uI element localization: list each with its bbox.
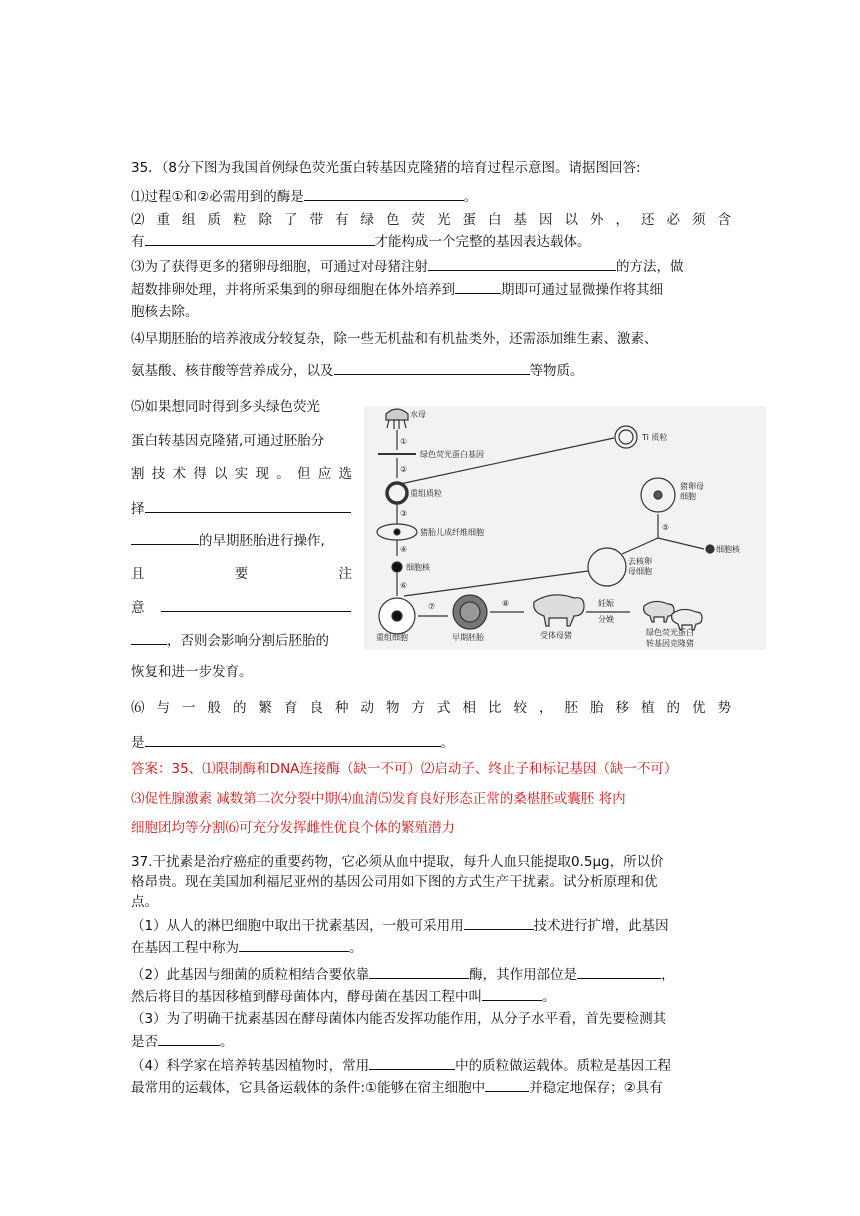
answer-blank[interactable] [145,231,375,246]
cloning-process-diagram [364,406,766,650]
label-nucleus: 细胞核 [406,563,430,572]
jellyfish-icon [386,409,408,420]
label-oocyte-2: 细胞 [680,492,696,501]
label-gfp-gene: 绿色荧光蛋白基因 [420,450,484,459]
q37-part4-line1: （4）科学家在培养转基因植物时，常用 中的质粒做运载体。质粒是基因工程 [131,1055,671,1076]
q35-part3-line1: ⑶为了获得更多的猪卵母细胞，可通过对母猪注射 的方法，做 [131,256,684,277]
step-6-label: ⑥ [400,581,408,590]
label-recombinant-plasmid: 重组质粒 [410,489,442,498]
q35-part1: ⑴过程①和②必需用到的酶是 。 [131,186,477,207]
q35-part5-line3: 割 技 术 得 以 实 现 。 但 应 选 [131,466,352,482]
q35-part4-line2: 氨基酸、核苷酸等营养成分，以及 等物质。 [131,360,584,381]
answer-blank[interactable] [369,964,469,979]
answer-blank[interactable] [304,186,464,201]
q35-part4-line1: ⑷早期胚胎的培养液成分较复杂，除一些无机盐和有机盐类外，还需添加维生素、激素、 [131,331,658,347]
q35-title: 35．（8分下图为我国首例绿色荧光蛋白转基因克隆猪的培育过程示意图。请据图回答: [131,160,641,176]
recombinant-plasmid-icon [387,483,407,503]
q37-intro-line1: 37.干扰素是治疗癌症的重要药物，它必须从血中提取，每升人血只能提取0.5μg，所以价 [131,854,664,870]
surrogate-pig-icon [534,595,584,626]
q35-part5-line7: 意 [131,597,351,618]
q35-part3-line2: 超数排卵处理，并将所采集到的卵母细胞在体外培养到 期即可通过显微操作将其细 [131,279,663,300]
nucleus-icon [392,562,402,572]
label-pregnancy: 妊娠 [598,599,614,608]
step-2-label: ② [400,465,408,474]
label-birth: 分娩 [598,615,614,624]
label-ti-plasmid: Ti 质粒 [642,433,668,442]
label-result-2: 转基因克隆猪 [646,639,694,648]
q37-part4-line2: 最常用的运载体，它具备运载体的条件:①能够在宿主细胞中 并稳定地保存；②具有 [131,1077,663,1098]
answer-blank[interactable] [428,256,616,271]
q37-part2-line2: 然后将目的基因移植到酵母菌体内，酵母菌在基因工程中叫 。 [131,986,556,1007]
answer-blank[interactable] [334,360,530,375]
q35-part3-line3: 胞核去除。 [131,304,199,320]
answer-line-2: ⑶促性腺激素 减数第二次分裂中期⑷血清⑸发育良好形态正常的桑椹胚或囊胚 将内 [131,791,626,807]
cloned-pig-icon [644,601,674,622]
label-jellyfish: 水母 [410,410,426,419]
q37-part1-line2: 在基因工程中称为 。 [131,937,363,958]
q37-intro-line3: 点。 [131,894,158,910]
answer-blank[interactable] [464,915,534,930]
step-1-label: ① [400,437,408,446]
q37-part3-line2: 是否 。 [131,1031,234,1052]
answer-line-3: 细胞团均等分割⑹可充分发挥雌性优良个体的繁殖潜力 [131,820,455,836]
answer-blank[interactable] [158,1031,220,1046]
q35-part5-line5: 的早期胚胎进行操作, [131,530,325,551]
q37-part3-line1: （3）为了明确干扰素基因在酵母菌体内能否发挥功能作用，从分子水平看，首先要检测其 [131,1011,667,1027]
label-enucleated-2: 母细胞 [628,567,652,576]
step-5-label: ⑤ [662,523,670,532]
label-cell-nucleus: 细胞核 [716,545,740,554]
q37-part1-line1: （1）从人的淋巴细胞中取出干扰素基因，一般可采用用 技术进行扩增，此基因 [131,915,669,936]
label-result-1: 绿色荧光蛋白 [646,628,694,637]
q35-part2-line2: 有 才能构成一个完整的基因表达载体。 [131,231,591,252]
q35-part5-line2: 蛋白转基因克隆猪,可通过胚胎分 [131,433,325,449]
answer-blank[interactable] [131,630,167,645]
q37-intro-line2: 格昂贵。现在美国加利福尼亚州的基因公司用如下图的方式生产干扰素。试分析原理和优 [131,874,658,890]
answer-blank[interactable] [161,597,351,612]
removed-nucleus-icon [706,545,714,553]
answer-blank[interactable] [485,1077,529,1092]
q35-part5-line6: 且 要 注 [131,566,352,582]
answer-blank[interactable] [145,732,441,747]
answer-blank[interactable] [239,937,349,952]
answer-blank[interactable] [131,530,199,545]
label-early-embryo: 早期胚胎 [452,633,484,642]
label-surrogate: 受体母猪 [540,631,572,640]
enucleated-oocyte-icon [588,548,626,586]
step-8-label: ⑧ [502,599,510,608]
answer-blank[interactable] [145,498,351,513]
q37-part2-line1: （2）此基因与细菌的质粒相结合要依靠 酶，其作用部位是 ， [131,964,675,985]
answer-blank[interactable] [577,964,661,979]
q35-part5-line9: 恢复和进一步发育。 [131,664,253,680]
q35-part2-line1: ⑵ 重 组 质 粒 除 了 带 有 绿 色 荧 光 蛋 白 基 因 以 外 ， 还 必 须 含 [131,212,731,228]
label-fibroblast: 猪胎儿成纤维细胞 [420,528,484,537]
step-4-label: ④ [400,545,408,554]
answer-line-1: 答案：35、⑴限制酶和DNA连接酶（缺一不可）⑵启动子、终止子和标记基因（缺一不可） [131,761,678,777]
step-7-label: ⑦ [428,602,436,611]
q35-part6-line1: ⑹ 与 一 般 的 繁 育 良 种 动 物 方 式 相 比 较 ， 胚 胎 移 植 的 优 势 [131,700,731,716]
label-oocyte-1: 猪卵母 [680,482,704,491]
label-recombinant-cell: 重组细胞 [376,633,408,642]
q35-part5-line8: ，否则会影响分割后胚胎的 [131,630,329,651]
label-enucleated-1: 去核卵 [628,557,652,566]
q35-part6-line2: 是 。 [131,732,454,753]
answer-blank[interactable] [455,279,501,294]
cloned-pig-icon [672,609,702,630]
ti-plasmid-icon [615,426,637,448]
q35-part5-line4: 择 [131,498,351,519]
answer-blank[interactable] [482,986,542,1001]
answer-blank[interactable] [369,1055,455,1070]
step-3-label: ③ [400,509,408,518]
q35-part5-line1: ⑸如果想同时得到多头绿色荧光 [131,399,320,415]
